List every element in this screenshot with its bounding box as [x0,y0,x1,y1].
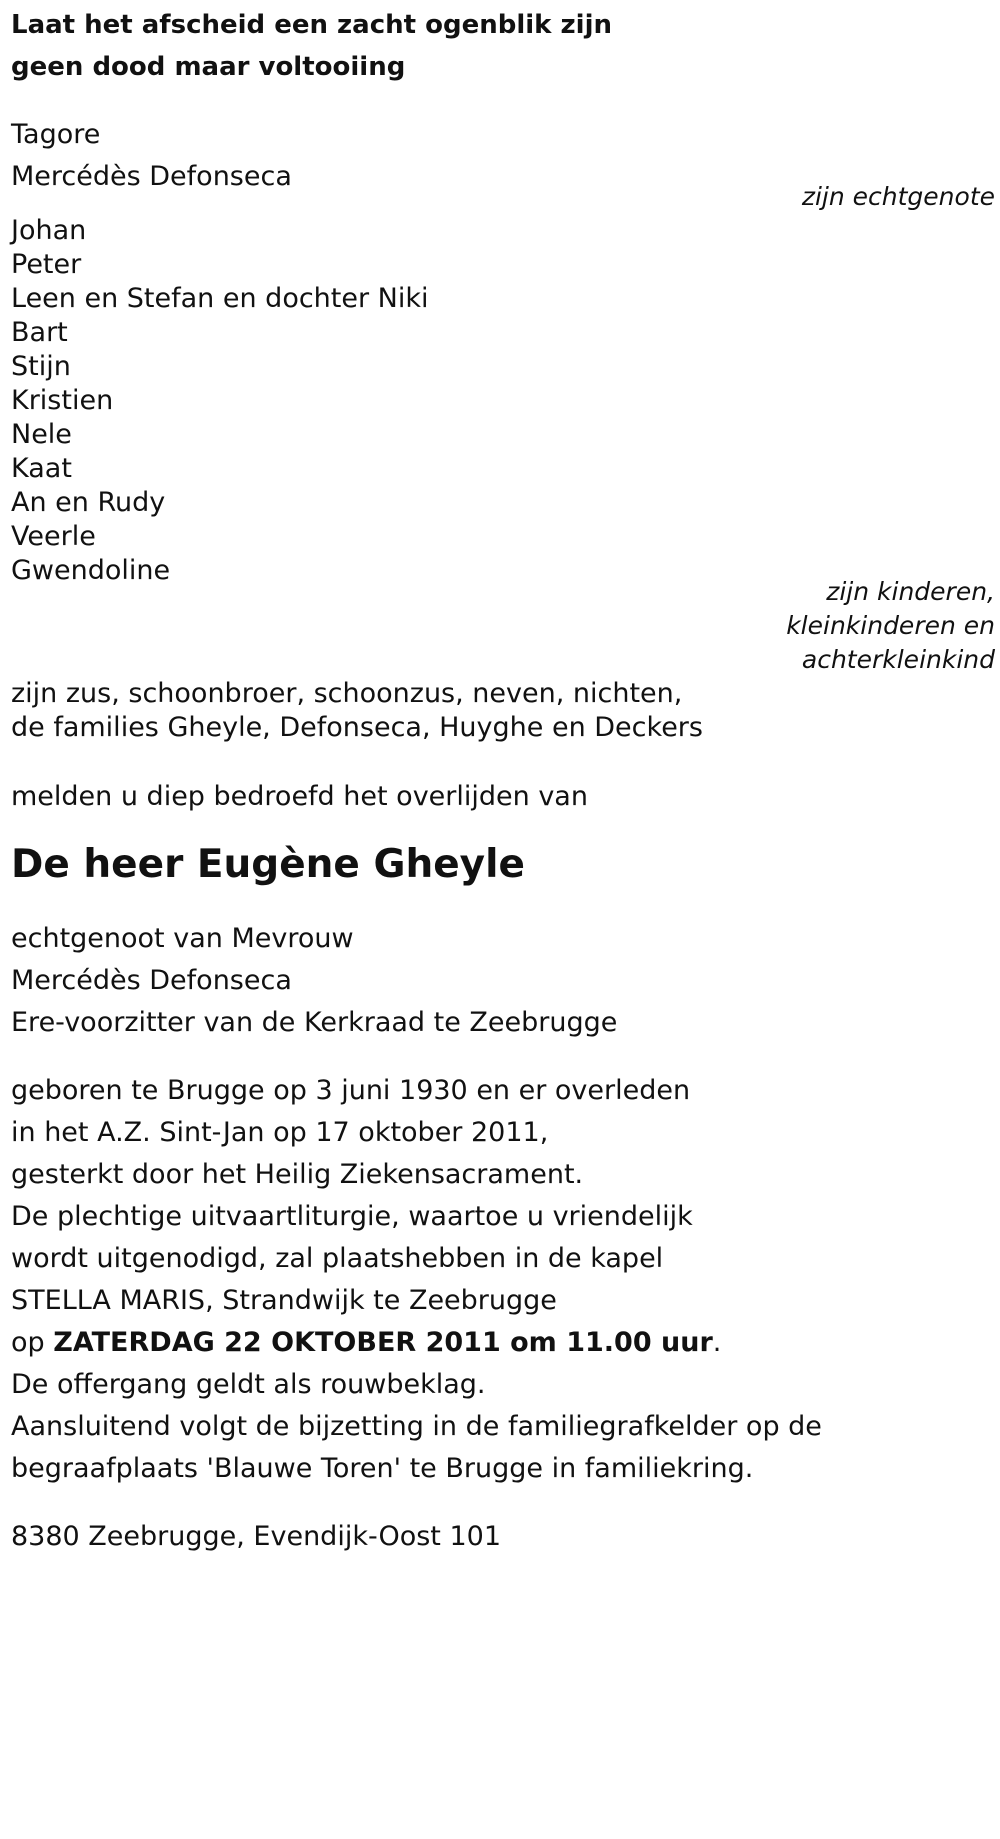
details-line-4: De plechtige uitvaartliturgie, waartoe u vriendelijk [11,1201,693,1232]
children-role-2: kleinkinderen en [786,611,995,640]
funeral-date-suffix: . [712,1327,722,1358]
child-3: Leen en Stefan en dochter Niki [11,283,429,314]
details-line-1: geboren te Brugge op 3 juni 1930 en er overleden [11,1075,691,1106]
child-1: Johan [11,215,87,246]
honorary-title: Ere-voorzitter van de Kerkraad te Zeebrugge [11,1007,618,1038]
deceased-name: De heer Eugène Gheyle [11,842,525,887]
motto-line-1: Laat het afscheid een zacht ogenblik zijn [11,10,612,40]
child-4: Bart [11,317,68,348]
child-10: Veerle [11,521,96,552]
motto-line-2: geen dood maar voltooiing [11,52,406,82]
children-role-1: zijn kinderen, [826,577,995,606]
child-11: Gwendoline [11,555,171,586]
funeral-date-prefix: op [11,1327,54,1358]
child-6: Kristien [11,385,114,416]
spouse-role: zijn echtgenote [801,182,995,211]
spouse-name: Mercédès Defonseca [11,161,292,192]
relatives-line-2: de families Gheyle, Defonseca, Huyghe en Deckers [11,712,703,743]
details-line-3: gesterkt door het Heilig Ziekensacrament. [11,1159,584,1190]
details-line-5: wordt uitgenodigd, zal plaatshebben in de kapel [11,1243,664,1274]
spouse-of-line-1: echtgenoot van Mevrouw [11,923,354,954]
child-9: An en Rudy [11,487,166,518]
details-line-6: STELLA MARIS, Strandwijk te Zeebrugge [11,1285,557,1316]
announcement: melden u diep bedroefd het overlijden van [11,781,588,812]
spouse-of-line-2: Mercédès Defonseca [11,965,292,996]
children-role-3: achterkleinkind [801,645,995,674]
details-line-9: Aansluitend volgt de bijzetting in de familiegrafkelder op de [11,1411,822,1442]
motto-author: Tagore [11,119,101,150]
child-8: Kaat [11,453,72,484]
funeral-date: ZATERDAG 22 OKTOBER 2011 om 11.00 uur [53,1327,713,1358]
funeral-date-line [11,1326,721,1360]
child-7: Nele [11,419,72,450]
details-line-2: in het A.Z. Sint-Jan op 17 oktober 2011, [11,1117,549,1148]
details-line-8: De offergang geldt als rouwbeklag. [11,1369,486,1400]
details-line-10: begraafplaats 'Blauwe Toren' te Brugge in familiekring. [11,1453,754,1484]
relatives-line-1: zijn zus, schoonbroer, schoonzus, neven, nichten, [11,678,683,709]
address: 8380 Zeebrugge, Evendijk-Oost 101 [11,1521,501,1552]
child-5: Stijn [11,351,71,382]
child-2: Peter [11,249,82,280]
